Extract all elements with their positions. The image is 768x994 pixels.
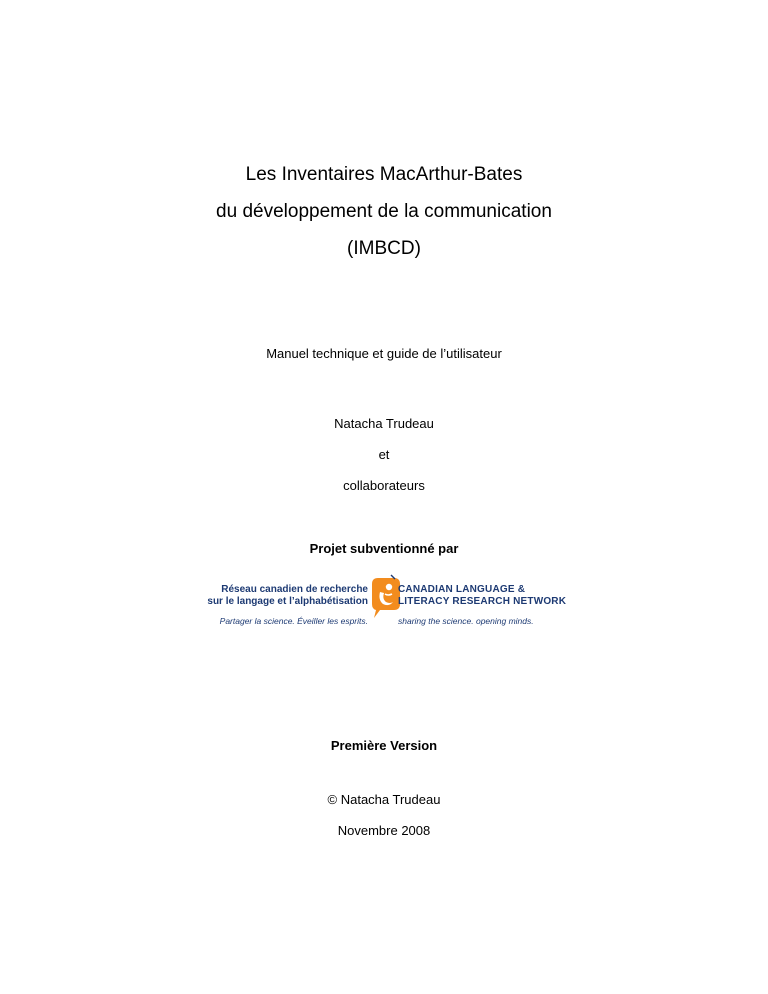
version-label: Première Version <box>330 738 438 753</box>
publication-date: Novembre 2008 <box>337 823 431 838</box>
speech-bubble-emblem-icon <box>368 574 402 620</box>
logo-fr-tagline: Partager la science. Éveiller les esprits. <box>219 616 368 626</box>
author-name: Natacha Trudeau <box>334 416 434 431</box>
subtitle: Manuel technique et guide de l’utilisateur <box>266 346 502 361</box>
logo-english-block <box>398 584 566 626</box>
funded-by-heading: Projet subventionné par <box>309 541 459 556</box>
conjunction-text: et <box>378 447 390 462</box>
title-line-3: (IMBCD) <box>347 238 421 259</box>
title-line-1: Les Inventaires MacArthur-Bates <box>245 164 523 185</box>
collaborators-text: collaborateurs <box>343 478 425 493</box>
logo-en-name-line-2: LITERACY RESEARCH NETWORK <box>398 596 567 607</box>
copyright-line: © Natacha Trudeau <box>327 792 441 807</box>
logo-fr-name-line-1: Réseau canadien de recherche <box>221 584 368 595</box>
logo-en-name-line-1: CANADIAN LANGUAGE & <box>398 584 526 595</box>
title-line-2: du développement de la communication <box>216 201 552 222</box>
logo-fr-name-line-2: sur le langage et l’alphabétisation <box>207 596 368 607</box>
logo-french-block <box>207 584 368 626</box>
network-logo <box>200 572 567 638</box>
logo-en-tagline: sharing the science. opening minds. <box>398 616 534 626</box>
